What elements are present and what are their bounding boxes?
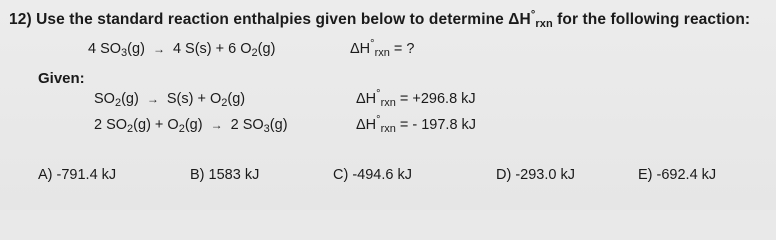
target-lhs-state: (g) <box>127 41 145 57</box>
delta-h: ΔH <box>356 117 377 133</box>
target-enthalpy-value: = ? <box>393 41 415 57</box>
choice-e-label: E) <box>638 167 653 183</box>
choice-a-label: A) <box>38 167 53 183</box>
target-rhs-state: (g) <box>257 41 276 57</box>
given1-lhs-state: (g) <box>121 91 139 107</box>
choice-d-label: D) <box>496 167 512 183</box>
choice-b-value: 1583 kJ <box>208 167 260 183</box>
given2-rhs-state: (g) <box>269 117 288 133</box>
degree-sign: ° <box>376 88 381 100</box>
target-rhs-sub: 2 <box>251 47 258 59</box>
given1-enthalpy-value: = +296.8 kJ <box>399 91 476 107</box>
given-reaction-2 <box>94 117 288 133</box>
choice-a-value: -791.4 kJ <box>56 167 117 183</box>
delta-h: ΔH <box>350 41 371 57</box>
question-text <box>9 11 750 29</box>
given1-rhs-sub: 2 <box>221 97 228 109</box>
choice-c-value: -494.6 kJ <box>352 167 412 183</box>
delta-h: ΔH <box>356 91 377 107</box>
given1-lhs-sub: 2 <box>114 97 122 109</box>
reaction-arrow-icon: → <box>146 92 159 106</box>
reaction-arrow-icon: → <box>152 42 165 56</box>
choice-e-value: -692.4 kJ <box>656 167 717 183</box>
choice-c[interactable] <box>333 167 412 183</box>
rxn-subscript: rxn <box>374 47 390 59</box>
question-prompt-before: Use the standard reaction enthalpies given below to determine <box>36 11 509 28</box>
given-label: Given: <box>38 70 85 87</box>
given2-rhs-sub: 3 <box>263 123 270 135</box>
given2-lhs-state: (g) + O <box>133 117 179 133</box>
target-enthalpy <box>350 38 415 59</box>
choice-b-label: B) <box>190 167 205 183</box>
given2-lhs-b-state: (g) <box>184 117 203 133</box>
given-enthalpy-2 <box>356 114 477 135</box>
given2-lhs-sub: 2 <box>127 123 134 135</box>
given1-lhs: SO <box>94 91 115 107</box>
target-lhs-sub: 3 <box>121 47 128 59</box>
degree-sign: ° <box>370 38 375 50</box>
choice-c-label: C) <box>333 167 349 183</box>
enthalpy-symbol <box>508 11 552 28</box>
target-lhs: 4 SO <box>88 41 122 57</box>
given1-rhs-state: (g) <box>227 91 246 107</box>
delta-h: ΔH <box>508 11 531 28</box>
given2-lhs: 2 SO <box>94 117 128 133</box>
choice-b[interactable] <box>190 167 259 183</box>
rxn-subscript: rxn <box>380 97 396 109</box>
target-rhs: 4 S(s) + 6 O <box>172 41 252 57</box>
rxn-subscript: rxn <box>535 18 553 30</box>
target-reaction <box>88 41 275 57</box>
question-prompt-after: for the following reaction: <box>552 11 751 28</box>
degree-sign: ° <box>376 114 381 126</box>
reaction-arrow-icon: → <box>210 118 223 132</box>
choice-e[interactable] <box>638 167 716 183</box>
choice-a[interactable] <box>38 167 116 183</box>
given1-rhs: S(s) + O <box>166 91 222 107</box>
question-number: 12) <box>9 11 32 28</box>
given-reaction-1 <box>94 91 245 107</box>
choice-d[interactable] <box>496 167 575 183</box>
given-enthalpy-1 <box>356 88 476 109</box>
degree-sign: ° <box>530 9 536 21</box>
given2-enthalpy-value: = - 197.8 kJ <box>399 117 477 133</box>
given2-rhs: 2 SO <box>230 117 264 133</box>
choice-d-value: -293.0 kJ <box>515 167 575 183</box>
rxn-subscript: rxn <box>380 123 396 135</box>
given2-lhs-b-sub: 2 <box>178 123 185 135</box>
